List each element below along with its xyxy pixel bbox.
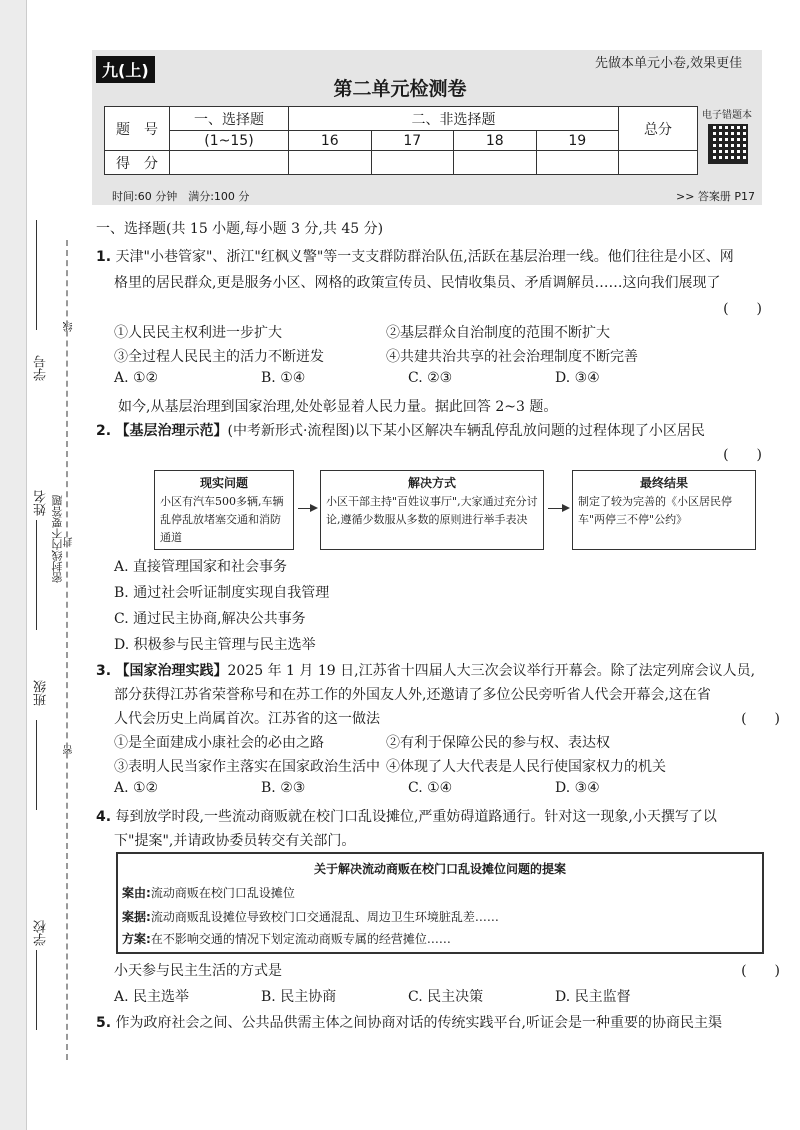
q3-s3: ③表明人民当家作主落实在国家政治生活中 [114,759,380,775]
nonchoice-head: 二、非选择题 [289,107,619,131]
q2-text: (中考新形式·流程图)以下某小区解决车辆乱停乱放问题的过程体现了小区居民 [227,423,705,439]
flow-arrow-1 [298,508,316,509]
q4-question-text: 小天参与民主生活的方式是 [114,963,282,979]
flow-box-result-text: 制定了较为完善的《小区居民停车"两停三不停"公约》 [578,495,732,526]
proposal-plan-text: 在不影响交通的情况下划定流动商贩专属的经营摊位…… [150,932,451,946]
q3-option-a[interactable]: A. ①② [114,780,159,796]
q4-option-b[interactable]: B. 民主协商 [261,989,337,1005]
flow-box-result [572,470,756,550]
q4-option-d[interactable]: D. 民主监督 [555,989,631,1005]
q1-option-b[interactable]: B. ①④ [261,370,306,386]
q2-num: 2. [96,423,112,439]
q2-option-c[interactable]: C. 通过民主协商,解决公共事务 [114,611,306,627]
proposal-basis-text: 流动商贩乱设摊位导致校门口交通混乱、周边卫生环境脏乱差…… [150,910,499,924]
q3-s1: ①是全面建成小康社会的必由之路 [114,735,324,751]
q3-s2: ②有利于保障公民的参与权、表达权 [386,735,610,751]
q3-text1: 2025 年 1 月 19 日,江苏省十四届人大三次会议举行开幕会。除了法定列席会议人员, [227,663,756,679]
proposal-case [122,884,295,901]
q3-num: 3. [96,663,112,679]
q4-option-c[interactable]: C. 民主决策 [408,989,484,1005]
score-cell[interactable] [371,151,454,175]
q3-option-c[interactable]: C. ①④ [408,780,453,796]
score-cell[interactable] [170,151,289,175]
flow-box-method [320,470,544,550]
seal-dashed-line [66,240,68,1060]
proposal-case-label: 案由: [122,886,151,900]
class-blank-line [36,720,37,810]
school-label: 学校 [34,920,49,946]
grade-badge: 九(上) [96,56,155,83]
class-label: 班级 [34,680,49,706]
score-cell[interactable] [289,151,372,175]
q2-option-a[interactable]: A. 直接管理国家和社会事务 [114,559,288,575]
proposal-box [116,852,764,954]
q1-s4: ④共建共治共享的社会治理制度不断完善 [386,349,638,365]
col-19: 19 [536,131,619,151]
q4-line1 [96,806,766,826]
score-cell[interactable] [619,151,698,175]
time-info: 时间:60 分钟 满分:100 分 [112,190,250,203]
q1-s3: ③全过程人民民主的活力不断迸发 [114,349,324,365]
q3-line2: 部分获得江苏省荣誉称号和在苏工作的外国友人外,还邀请了多位公民旁听省人代会开幕会,这在省 [114,687,711,703]
proposal-plan [122,930,451,947]
ebook-label: 电子错题本 [702,110,752,121]
col-18: 18 [454,131,537,151]
q3-option-d[interactable]: D. ③④ [555,780,600,796]
q1-text1: 天津"小巷管家"、浙江"红枫义警"等一支支群防群治队伍,活跃在基层治理一线。他们往往是小区、网 [115,249,734,265]
q4-num: 4. [96,809,112,825]
proposal-plan-label: 方案: [122,932,151,946]
flow-box-problem-text: 小区有汽车500多辆,车辆乱停乱放堵塞交通和消防通道 [160,495,284,544]
name-blank-line [36,520,37,630]
q2-tag: 【基层治理示范】 [115,423,228,439]
q1-answer-paren[interactable]: ( ) [723,301,762,317]
page-edge [0,0,27,1130]
q1-s1: ①人民民主权利进一步扩大 [114,325,282,341]
q4-option-a[interactable]: A. 民主选举 [114,989,190,1005]
slogan: 先做本单元小卷,效果更佳 [595,56,743,71]
seal-feng: 封 [64,537,75,547]
number-blank-line [36,220,37,330]
total-head: 总分 [619,107,698,151]
col-16: 16 [289,131,372,151]
q1-option-c[interactable]: C. ②③ [408,370,453,386]
name-label: 姓名 [34,490,49,516]
seal-xian: 线 [64,322,75,332]
q3-answer-paren[interactable]: ( ) [741,711,780,727]
number-label: 学号 [34,355,49,381]
flow-box-problem-title: 现实问题 [199,476,248,490]
col-17: 17 [371,131,454,151]
q2-option-d[interactable]: D. 积极参与民主管理与民主选举 [114,637,316,653]
q3-s4: ④体现了人大代表是人民行使国家权力的机关 [386,759,666,775]
school-blank-line [36,950,37,1030]
q2-line1 [96,420,766,440]
q5-num: 5. [96,1015,112,1031]
q2-option-b[interactable]: B. 通过社会听证制度实现自我管理 [114,585,330,601]
score-cell[interactable] [454,151,537,175]
flow-box-method-text: 小区干部主持"百姓议事厅",大家通过充分讨论,遵循少数服从多数的原则进行举手表决 [326,495,538,526]
q3-text3: 人代会历史上尚属首次。江苏省的这一做法 [114,711,380,727]
choice-head: 一、选择题 [170,107,289,131]
answer-ref: >> 答案册 P17 [676,190,756,203]
q1-line2: 格里的居民群众,更是服务小区、网格的政策宣传员、民情收集员、矛盾调解员……这向我们展现了 [114,275,721,291]
q3-tag: 【国家治理实践】 [115,663,228,679]
proposal-basis [122,908,499,925]
q4-text1: 每到放学时段,一些流动商贩就在校门口乱设摊位,严重妨碍道路通行。针对这一现象,小天撰写了以 [115,809,717,825]
score-cell[interactable] [536,151,619,175]
score-table [104,106,698,175]
q3-option-b[interactable]: B. ②③ [261,780,306,796]
q2-answer-paren[interactable]: ( ) [723,447,762,463]
q1-s2: ②基层群众自治制度的范围不断扩大 [386,325,610,341]
choice-range: (1~15) [170,131,289,151]
row-label-question: 题 号 [105,107,170,151]
seal-mi: 密 [64,745,75,755]
q1-option-d[interactable]: D. ③④ [555,370,600,386]
proposal-basis-label: 案据: [122,910,151,924]
row-label-score: 得 分 [105,151,170,175]
q1-num: 1. [96,249,112,265]
q1-option-a[interactable]: A. ①② [114,370,159,386]
q4-answer-paren[interactable]: ( ) [741,963,780,979]
q4-line2: 下"提案",并请政协委员转交有关部门。 [114,833,356,849]
exam-title: 第二单元检测卷 [333,78,467,100]
flow-box-result-title: 最终结果 [639,476,688,490]
q4-question [96,960,784,980]
proposal-case-text: 流动商贩在校门口乱设摊位 [150,886,295,900]
intro-2-3: 如今,从基层治理到国家治理,处处彰显着人民力量。据此回答 2~3 题。 [118,399,558,415]
flow-box-problem [154,470,294,550]
flow-box-method-title: 解决方式 [407,476,456,490]
q1-line1 [96,246,766,266]
q3-line3 [96,708,784,728]
qr-code-icon[interactable] [708,124,748,164]
q5-line1 [96,1012,766,1032]
proposal-title: 关于解决流动商贩在校门口乱设摊位问题的提案 [313,862,566,876]
flow-arrow-2 [548,508,568,509]
q5-text1: 作为政府社会之间、公共品供需主体之间协商对话的传统实践平台,听证会是一种重要的协商民主渠 [115,1015,722,1031]
q3-line1 [96,660,766,680]
section-title: 一、选择题(共 15 小题,每小题 3 分,共 45 分) [96,221,384,237]
seal-note: 密封线内不要答题 [51,495,64,583]
